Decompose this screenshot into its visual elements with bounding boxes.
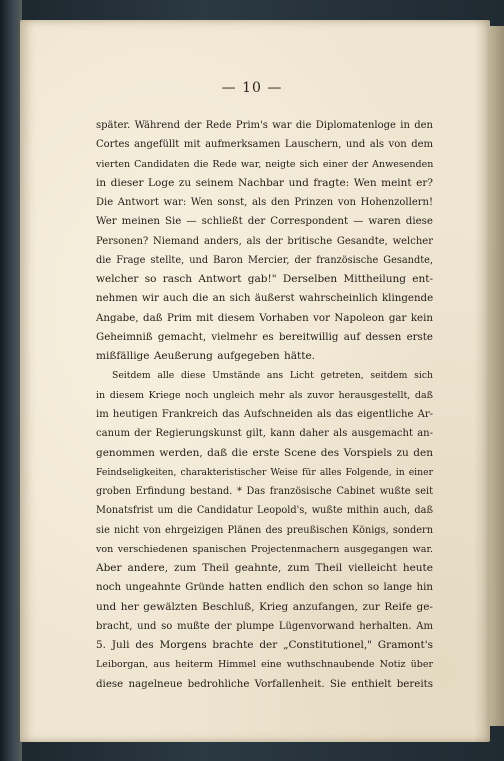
text-line: noch ungeahnte Gründe hatten endlich den schon so lange hin — [96, 581, 433, 594]
text-line: Cortes angefüllt mit aufmerksamen Lauschern, und als von dem — [96, 139, 433, 151]
paragraph-1 — [96, 116, 433, 366]
page-edge-shadow — [474, 20, 490, 742]
body-text — [96, 116, 433, 694]
text-line: bracht, und so mußte der plumpe Lügenvorwand herhalten. Am — [96, 620, 433, 632]
text-line: in diesem Kriege noch ungleich mehr als zuvor herausgestellt, daß — [96, 389, 433, 401]
text-line: genommen werden, daß die erste Scene des Vorspiels zu den — [96, 446, 433, 459]
text-line: Monatsfrist um die Candidatur Leopold's, wußte mithin auch, daß — [96, 505, 433, 517]
text-line: Geheimniß gemacht, vielmehr es bereitwillig auf dessen erste — [96, 330, 433, 343]
text-line: später. Während der Rede Prim's war die Diplomatenloge in den — [96, 120, 433, 131]
text-line: 5. Juli des Morgens brachte der „Constitutionel," Gramont's — [96, 639, 433, 652]
text-line: diese nagelneue bedrohliche Vorfallenheit. Sie enthielt bereits — [96, 677, 433, 690]
paragraph-2 — [96, 366, 433, 694]
text-line: Leiborgan, aus heiterm Himmel eine wuthschnaubende Notiz über — [96, 659, 433, 671]
page-number: — 10 — — [221, 80, 283, 96]
text-line: canum der Regierungskunst gilt, kann daher als ausgemacht an- — [96, 428, 433, 440]
text-line: mißfällige Aeußerung aufgegeben hätte. — [96, 350, 316, 363]
text-line: Angabe, daß Prim mit diesem Vorhaben vor Napoleon gar kein — [96, 311, 433, 324]
text-line: Die Antwort war: Wen sonst, als den Prinzen von Hohenzollern! — [96, 197, 433, 209]
text-line: groben Erfindung bestand. * Das französische Cabinet wußte seit — [96, 486, 433, 498]
text-line: Aber andere, zum Theil geahnte, zum Theil vielleicht heute — [96, 562, 433, 575]
text-line: welcher so rasch Antwort gab!" Derselben Mittheilung ent- — [96, 273, 433, 286]
text-line: Personen? Niemand anders, als der britische Gesandte, welcher — [96, 235, 433, 247]
text-line: Wer meinen Sie — schließt der Correspondent — waren diese — [96, 215, 433, 228]
text-line: sie nicht von ehrgeizigen Plänen des preußischen Königs, sondern — [96, 524, 433, 536]
text-line: Feindseligkeiten, charakteristischer Weise für alles Folgende, in einer — [96, 466, 433, 478]
text-line: im heutigen Frankreich das Aufschneiden als das eigentliche Ar- — [96, 408, 433, 420]
text-line: vierten Candidaten die Rede war, neigte sich einer der Anwesenden — [96, 158, 434, 170]
text-line: von verschiedenen spanischen Projectenmachern ausgegangen war. — [96, 543, 433, 555]
text-line: nehmen wir auch die an sich äußerst wahrscheinlich klingende — [96, 292, 434, 305]
text-line: die Frage stellte, und Baron Mercier, der französische Gesandte, — [96, 254, 433, 266]
text-line: in dieser Loge zu seinem Nachbar und fragte: Wen meint er? — [96, 176, 433, 189]
text-line: Seitdem alle diese Umstände ans Licht getreten, seitdem sich — [112, 370, 433, 382]
text-line: und her gewälzten Beschluß, Krieg anzufangen, zur Reife ge- — [96, 600, 433, 613]
book-binding — [0, 0, 22, 761]
